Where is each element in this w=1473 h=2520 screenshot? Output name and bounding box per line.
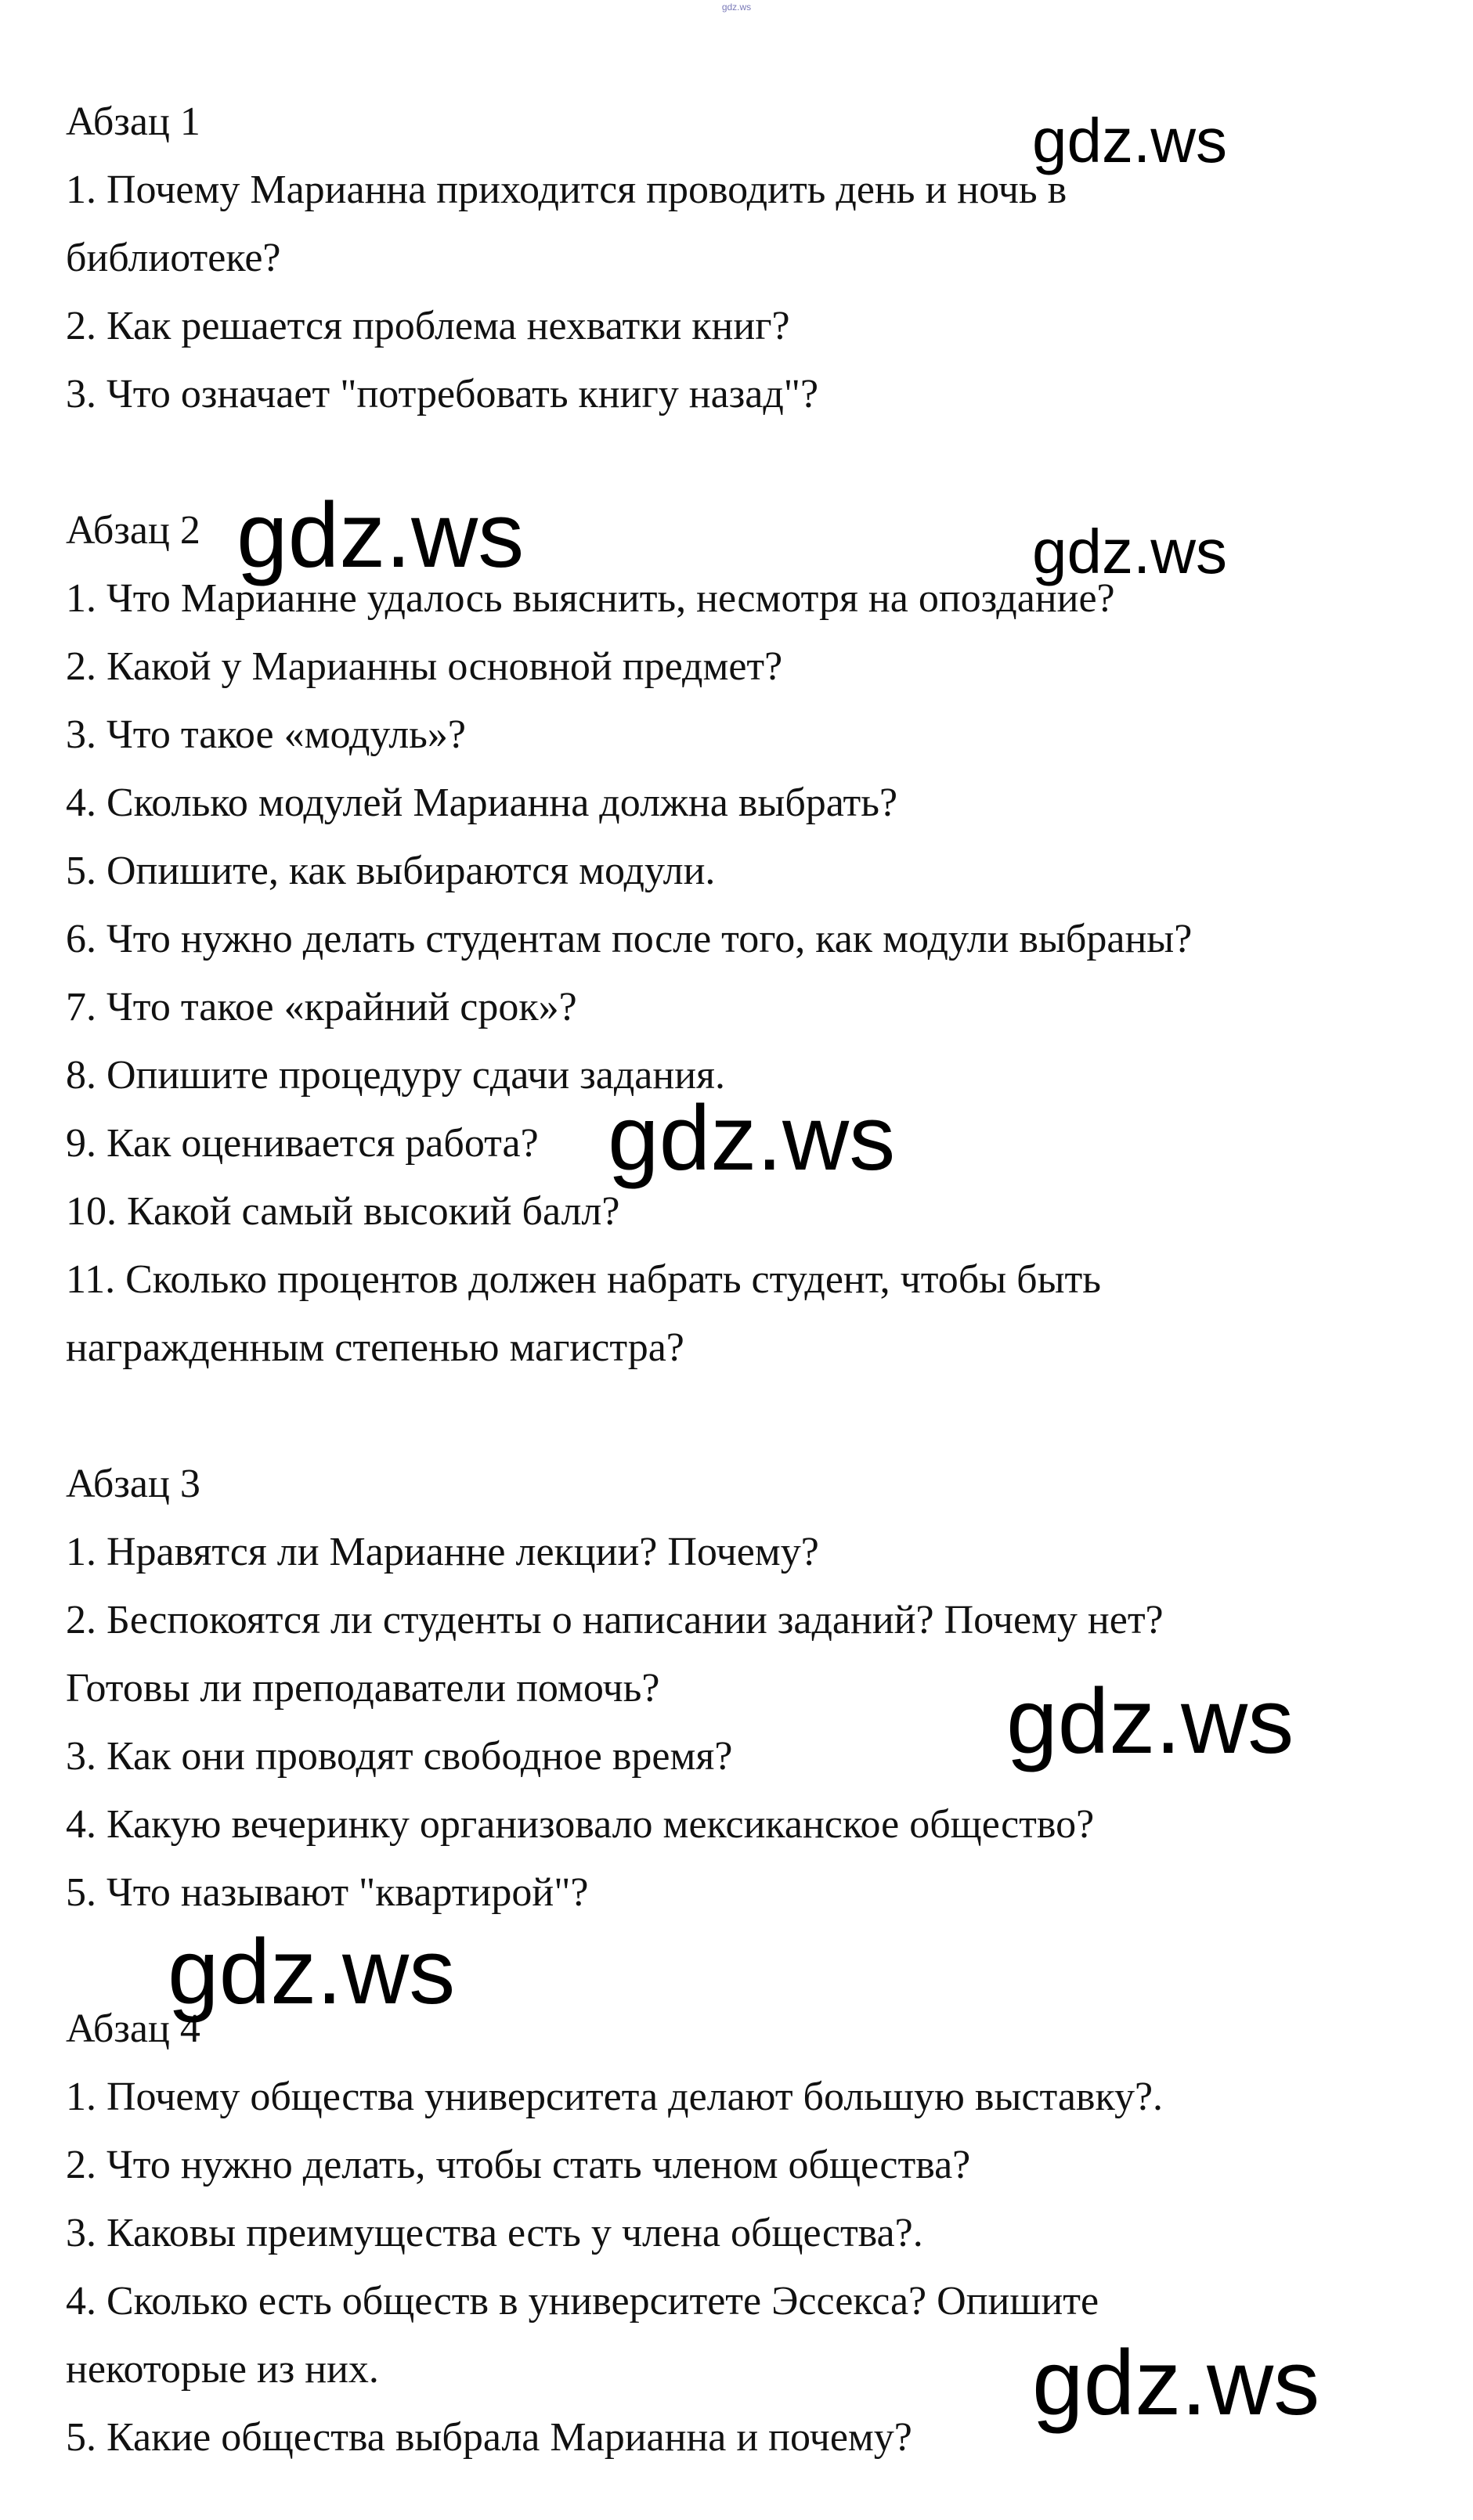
question-line: 3. Что такое «модуль»? [66,712,466,757]
question-line: 1. Почему Марианна приходится проводить день и ночь в [66,168,1067,212]
question-line: 8. Опишите процедуру сдачи задания. [66,1053,725,1098]
question-line: 7. Что такое «крайний срок»? [66,985,577,1029]
question-line: 1. Что Марианне удалось выяснить, несмотря на опоздание? [66,576,1115,621]
question-line: 3. Что означает "потребовать книгу назад"? [66,372,819,416]
watermark: gdz.ws [1006,1670,1294,1773]
section-title: Абзац 2 [66,508,200,553]
question-line: 3. Каковы преимущества есть у члена общества?. [66,2211,923,2255]
question-line: награжденным степенью магистра? [66,1325,684,1370]
question-line: 4. Сколько модулей Марианна должна выбрать? [66,781,898,825]
question-line: 1. Нравятся ли Марианне лекции? Почему? [66,1530,819,1574]
paragraph-section-1 [66,88,1444,428]
question-line: 5. Какие общества выбрала Марианна и почему? [66,2415,912,2460]
watermark: gdz.ws [608,1087,896,1190]
question-line: 11. Сколько процентов должен набрать студент, чтобы быть [66,1257,1101,1302]
question-line: Готовы ли преподаватели помочь? [66,1666,660,1711]
question-line: 2. Как решается проблема нехватки книг? [66,304,790,348]
question-line: 5. Что называют "квартирой"? [66,1870,589,1915]
question-line: 6. Что нужно делать студентам после того, как модули выбраны? [66,917,1193,961]
question-line: 2. Какой у Марианны основной предмет? [66,644,783,689]
top-watermark: gdz.ws [721,2,752,13]
question-line: 4. Какую вечеринку организовало мексиканское общество? [66,1802,1095,1847]
question-line: 3. Как они проводят свободное время? [66,1734,733,1779]
watermark: gdz.ws [236,484,525,587]
watermark: gdz.ws [1032,517,1227,586]
watermark: gdz.ws [1032,2331,1320,2435]
section-title: Абзац 4 [66,2006,200,2051]
question-line: 10. Какой самый высокий балл? [66,1189,620,1234]
question-line: 2. Что нужно делать, чтобы стать членом общества? [66,2143,971,2187]
paragraph-section-2 [66,496,1444,1382]
questions-content [66,88,1444,2471]
section-title: Абзац 1 [66,99,200,144]
question-line: 5. Опишите, как выбираются модули. [66,849,716,893]
question-line: 1. Почему общества университета делают большую выставку?. [66,2075,1164,2119]
question-line: 4. Сколько есть обществ в университете Эссекса? Опишите [66,2279,1099,2324]
watermark: gdz.ws [168,1920,456,2024]
question-line: 2. Беспокоятся ли студенты о написании заданий? Почему нет? [66,1598,1164,1642]
question-line: библиотеке? [66,236,281,280]
watermark: gdz.ws [1032,106,1227,175]
section-title: Абзац 3 [66,1462,200,1506]
question-line: некоторые из них. [66,2347,379,2392]
question-line: 9. Как оценивается работа? [66,1121,539,1166]
